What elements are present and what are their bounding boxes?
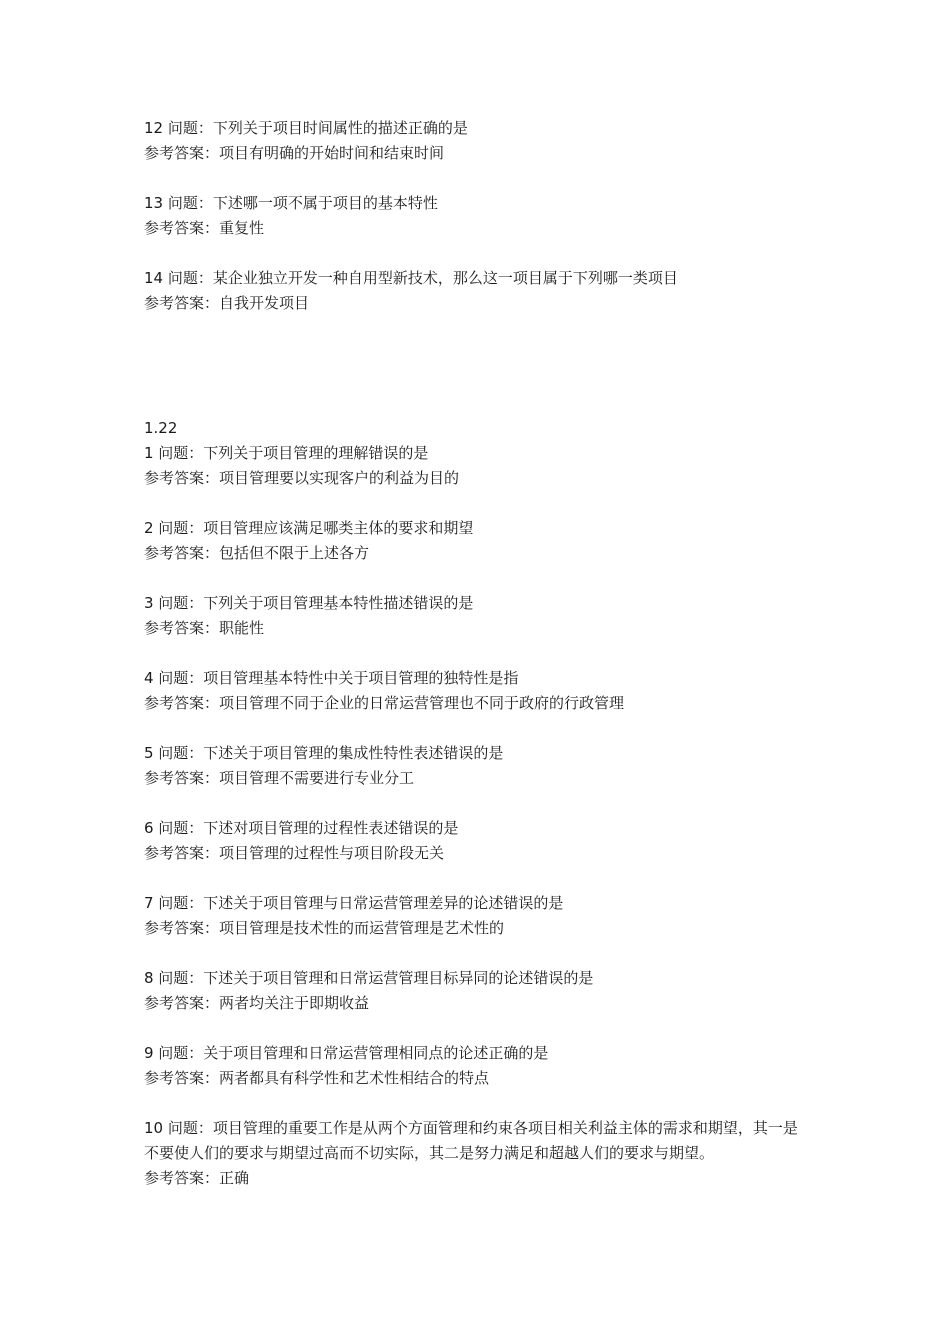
question-block-4 xyxy=(144,666,812,716)
document-page xyxy=(144,116,812,1191)
answer-text: 参考答案：两者都具有科学性和艺术性相结合的特点 xyxy=(144,1069,490,1087)
question-block-2 xyxy=(144,516,812,566)
question-text: 8 问题：下述关于项目管理和日常运营管理目标异同的论述错误的是 xyxy=(144,969,594,987)
answer-text: 参考答案：重复性 xyxy=(144,219,265,237)
answer-text: 参考答案：项目管理是技术性的而运营管理是艺术性的 xyxy=(144,919,505,937)
question-block-8 xyxy=(144,966,812,1016)
question-block-13 xyxy=(144,191,812,241)
question-block-6 xyxy=(144,816,812,866)
question-text: 9 问题：关于项目管理和日常运营管理相同点的论述正确的是 xyxy=(144,1044,549,1062)
answer-text: 参考答案：正确 xyxy=(144,1169,250,1187)
answer-text: 参考答案：项目管理要以实现客户的利益为目的 xyxy=(144,469,460,487)
question-block-5 xyxy=(144,741,812,791)
question-block-10 xyxy=(144,1116,812,1191)
answer-text: 参考答案：自我开发项目 xyxy=(144,294,310,312)
question-text: 10 问题：项目管理的重要工作是从两个方面管理和约束各项目相关利益主体的需求和期望，其一是不要使人们的要求与期望过高而不切实际，其二是努力满足和超越人们的要求与期望。 xyxy=(144,1119,798,1162)
question-block-1 xyxy=(144,441,812,491)
question-text: 3 问题：下列关于项目管理基本特性描述错误的是 xyxy=(144,594,474,612)
question-text: 7 问题：下述关于项目管理与日常运营管理差异的论述错误的是 xyxy=(144,894,564,912)
question-text: 4 问题：项目管理基本特性中关于项目管理的独特性是指 xyxy=(144,669,519,687)
question-block-9 xyxy=(144,1041,812,1091)
answer-text: 参考答案：项目有明确的开始时间和结束时间 xyxy=(144,144,445,162)
question-text: 14 问题：某企业独立开发一种自用型新技术，那么这一项目属于下列哪一类项目 xyxy=(144,269,678,287)
question-block-7 xyxy=(144,891,812,941)
answer-text: 参考答案：职能性 xyxy=(144,619,265,637)
question-text: 5 问题：下述关于项目管理的集成性特性表述错误的是 xyxy=(144,744,504,762)
question-text: 13 问题：下述哪一项不属于项目的基本特性 xyxy=(144,194,438,212)
section-title: 1.22 xyxy=(144,419,178,437)
answer-text: 参考答案：项目管理的过程性与项目阶段无关 xyxy=(144,844,445,862)
question-text: 6 问题：下述对项目管理的过程性表述错误的是 xyxy=(144,819,459,837)
question-text: 1 问题：下列关于项目管理的理解错误的是 xyxy=(144,444,429,462)
question-block-3 xyxy=(144,591,812,641)
question-block-12 xyxy=(144,116,812,166)
answer-text: 参考答案：包括但不限于上述各方 xyxy=(144,544,370,562)
answer-text: 参考答案：项目管理不同于企业的日常运营管理也不同于政府的行政管理 xyxy=(144,694,625,712)
question-text: 12 问题：下列关于项目时间属性的描述正确的是 xyxy=(144,119,468,137)
answer-text: 参考答案：两者均关注于即期收益 xyxy=(144,994,370,1012)
question-text: 2 问题：项目管理应该满足哪类主体的要求和期望 xyxy=(144,519,474,537)
question-block-14 xyxy=(144,266,812,316)
answer-text: 参考答案：项目管理不需要进行专业分工 xyxy=(144,769,415,787)
